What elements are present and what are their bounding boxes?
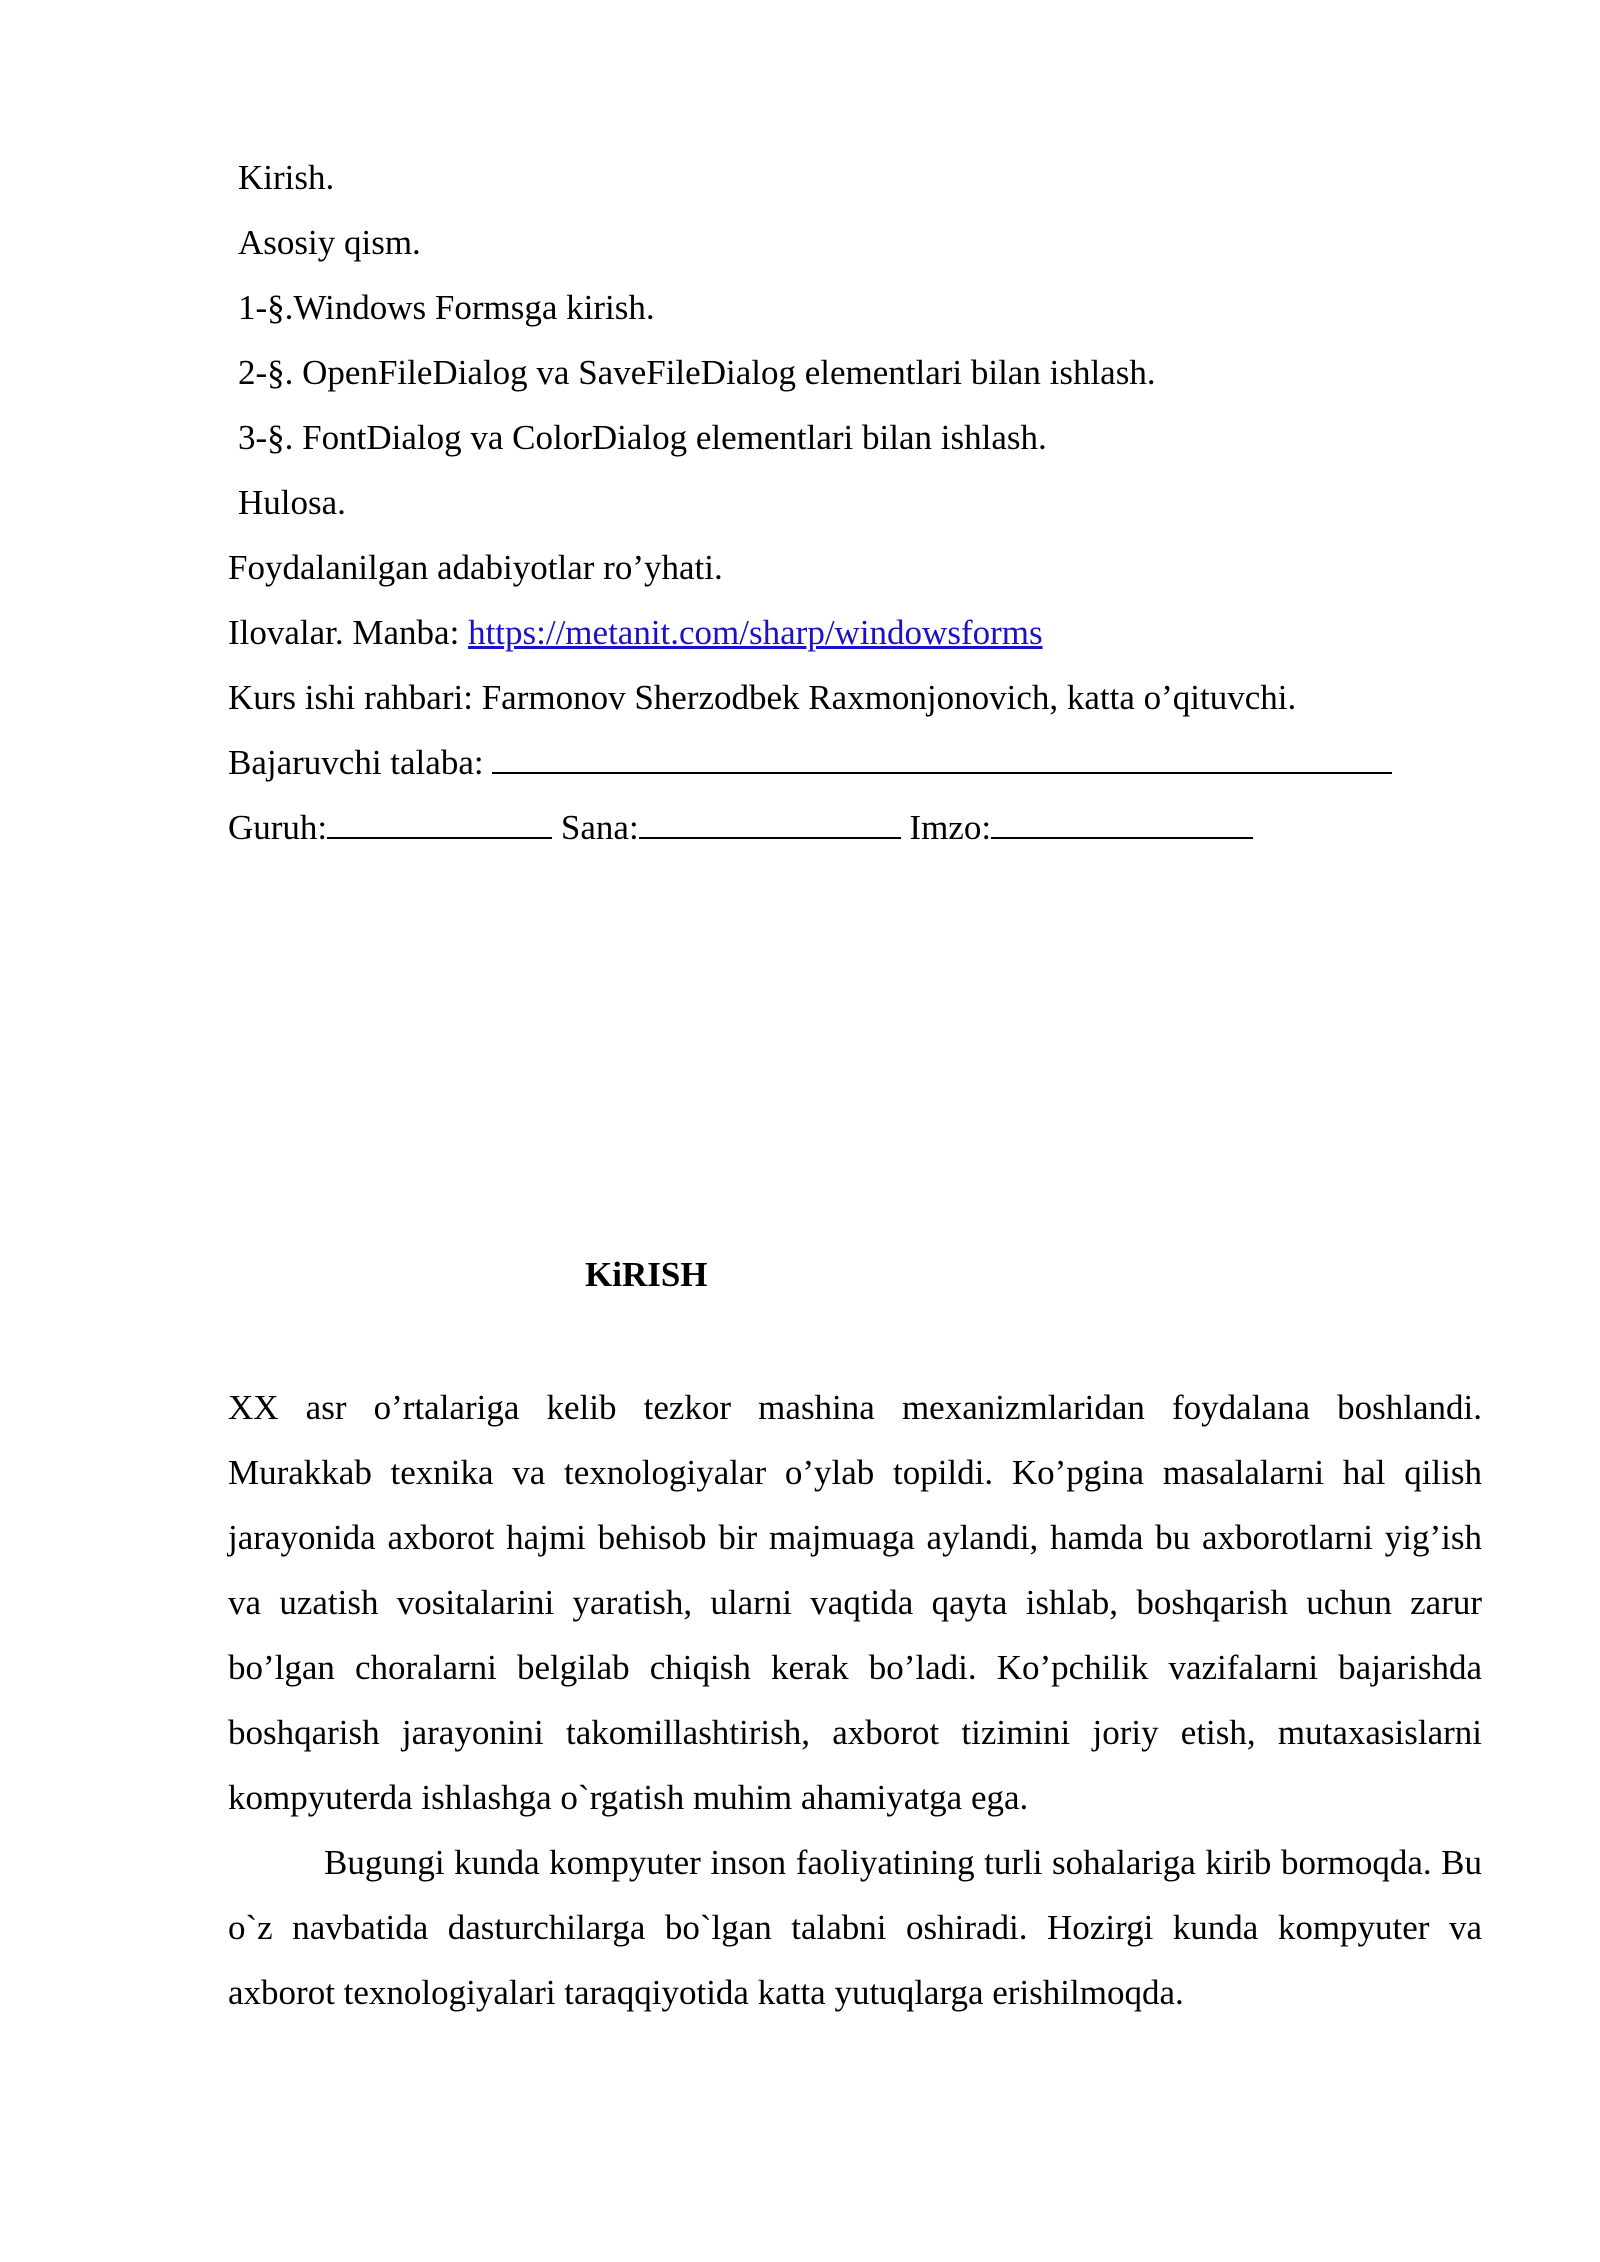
toc-item-section-1: 1-§.Windows Formsga kirish.: [238, 288, 655, 327]
student-line: [228, 730, 1488, 795]
group-blank: [327, 809, 552, 839]
supervisor-line: Kurs ishi rahbari: Farmonov Sherzodbek Raxmonjonovich, katta o’qituvchi.: [228, 678, 1297, 717]
intro-paragraph-2: Bugungi kunda kompyuter inson faoliyatining turli sohalariga kirib bormoqda. Bu o`z navbatida dasturchilarga bo`lgan talabni oshiradi. Hozirgi kunda kompyuter va axborot texnologiyalari taraqqiyotida katta yutuqlarga erishilmoqda.: [228, 1843, 1482, 2012]
student-name-blank: [492, 744, 1392, 774]
signature-label: Imzo:: [900, 808, 992, 847]
source-link[interactable]: https://metanit.com/sharp/windowsforms: [468, 613, 1043, 652]
toc-item-asosiy-qism: Asosiy qism.: [238, 223, 421, 262]
group-label: Guruh:: [228, 808, 328, 847]
date-label: Sana:: [552, 808, 639, 847]
intro-paragraph-1: XX asr o’rtalariga kelib tezkor mashina mexanizmlaridan foydalana boshlandi. Murakkab texnika va texnologiyalar o’ylab topildi. Ko’pgina masalalarni hal qilish jarayonida axborot hajmi behisob bir majmuaga aylandi, hamda bu axborotlarni yig’ish va uzatish vositalarini yaratish, ularni vaqtida qayta ishlab, boshqarish uchun zarur bo’lgan choralarni belgilab chiqish kerak bo’ladi. Ko’pchilik vazifalarni bajarishda boshqarish jarayonini takomillashtirish, axborot tizimini joriy etish, mutaxasislarni kompyuterda ishlashga o`rgatish muhim ahamiyatga ega.: [228, 1388, 1482, 1817]
intro-body: [228, 1375, 1482, 2025]
signature-blank: [991, 809, 1253, 839]
toc-item-section-3: 3-§. FontDialog va ColorDialog elementlari bilan ishlash.: [238, 418, 1047, 457]
toc-item-kirish: Kirish.: [238, 158, 335, 197]
intro-heading: KiRISH: [585, 1255, 708, 1294]
ilovalar-label: Ilovalar. Manba:: [228, 613, 469, 652]
toc-item-hulosa: Hulosa.: [238, 483, 346, 522]
toc-item-adabiyotlar: Foydalanilgan adabiyotlar ro’yhati.: [228, 548, 723, 587]
student-label: Bajaruvchi talaba:: [228, 743, 493, 782]
date-blank: [639, 809, 901, 839]
toc-item-section-2: 2-§. OpenFileDialog va SaveFileDialog elementlari bilan ishlash.: [238, 353, 1156, 392]
table-of-contents: [228, 145, 1488, 860]
toc-item-ilovalar: [228, 600, 1488, 665]
group-date-signature-line: [228, 795, 1488, 860]
